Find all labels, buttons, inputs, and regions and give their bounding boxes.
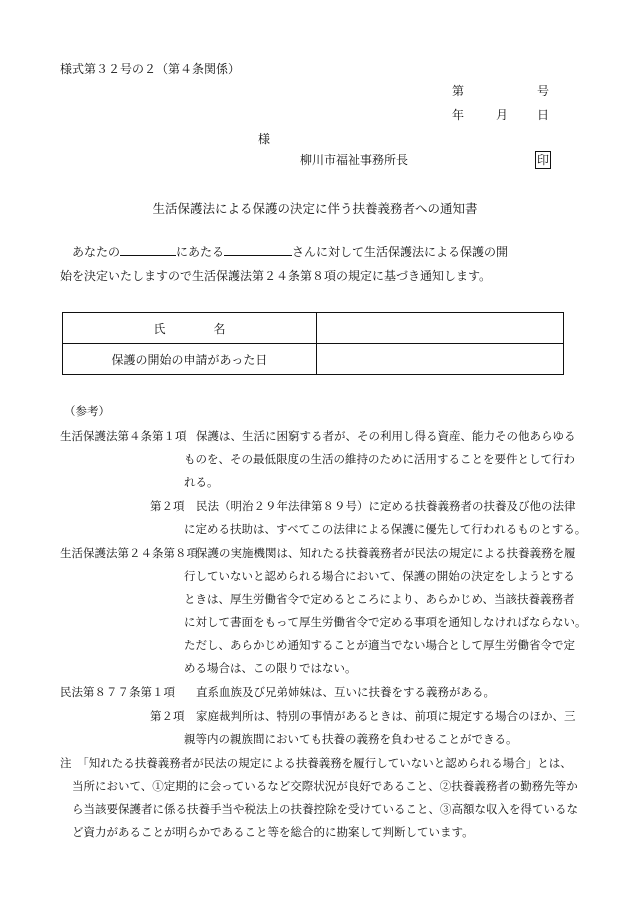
form-number: 様式第３２号の２（第４条関係） [60,62,241,76]
addressee-suffix: 様 [258,132,271,146]
civil-877-1-title: 民法第８７７条第１項 [60,685,175,699]
article-24-8-line: 保護の実施機関は、知れたる扶養義務者が民法の規定による扶養義務を履 [196,546,576,560]
article-24-8-line: 行していないと認められる場合において、保護の開始の決定をしようとする [184,569,575,583]
date-day-label: 日 [537,108,550,122]
table-row [63,313,564,344]
civil-877-2-title: 第２項 [150,709,185,723]
body-line-2: 始を決定いたしますので生活保護法第２４条第８項の規定に基づき通知します。 [60,269,492,283]
body-text-c: さんに対して生活保護法による保護の開 [292,245,509,259]
article-24-8-line: に対して書面をもって厚生労働省令で定める事項を通知しなければならない。 [184,615,587,629]
date-year-label: 年 [452,108,465,122]
application-date-value [317,344,564,375]
table-row [63,344,564,375]
civil-877-2-line: 家庭裁判所は、特別の事情があるときは、前項に規定する場合のほか、三 [196,709,576,723]
note-line: ど資力があることが明らかであること等を総合的に勘案して判断しています。 [72,825,474,839]
article-4-1-line: 保護は、生活に困窮する者が、その利用し得る資産、能力その他あらゆる [196,429,576,443]
article-4-1-line: れる。 [184,475,219,489]
application-date-label: 保護の開始の申請があった日 [63,344,317,375]
article-24-8-line: ただし、あらかじめ通知することが適当でない場合として厚生労働省令で定 [184,638,575,652]
document-title: 生活保護法による保護の決定に伴う扶養義務者への通知書 [152,201,478,216]
note-line: 当所において、①定期的に会っているなど交際状況が良好であること、②扶養義務者の勤務先等か [72,779,578,793]
article-24-8-line: ときは、厚生労働省令で定めるところにより、あらかじめ、当該扶養義務者 [184,592,575,606]
article-4-1-line: ものを、その最低限度の生活の維持のために活用することを要件として行わ [184,452,575,466]
body-text-b: にあたる [176,245,225,259]
article-24-8-title: 生活保護法第２４条第８項 [60,546,198,560]
document-number-suffix: 号 [537,84,550,98]
reference-heading: （参考） [64,404,110,418]
seal-text: 印 [537,153,550,167]
note-line: 注 「知れたる扶養義務者が民法の規定による扶養義務を履行していないと認められる場合」とは、 [60,756,572,770]
civil-877-1-line: 直系血族及び兄弟姉妹は、互いに扶養をする義務がある。 [196,685,495,699]
name-label: 氏 名 [63,313,317,344]
seal-mark [535,151,551,169]
relation-blank [120,241,176,256]
article-4-1-title: 生活保護法第４条第１項 [60,429,187,443]
article-4-2-line: に定める扶助は、すべてこの法律による保護に優先して行われるものとする。 [184,522,587,536]
recipient-name-blank [224,241,292,256]
issuer-name: 柳川市福祉事務所長 [300,153,409,167]
article-24-8-line: める場合は、この限りではない。 [184,661,357,675]
info-table [62,312,564,375]
article-4-2-line: 民法（明治２９年法律第８９号）に定める扶養義務者の扶養及び他の法律 [196,499,576,513]
date-month-label: 月 [496,108,509,122]
article-4-2-title: 第２項 [150,499,185,513]
note-line: ら当該要保護者に係る扶養手当や税法上の扶養控除を受けていること、③高額な収入を得ているな [72,802,578,816]
document-number-label: 第 [452,84,465,98]
body-line-1 [72,241,508,261]
civil-877-2-line: 親等内の親族間においても扶養の義務を負わせることができる。 [184,732,518,746]
body-text-a: あなたの [72,245,121,259]
name-value [317,313,564,344]
